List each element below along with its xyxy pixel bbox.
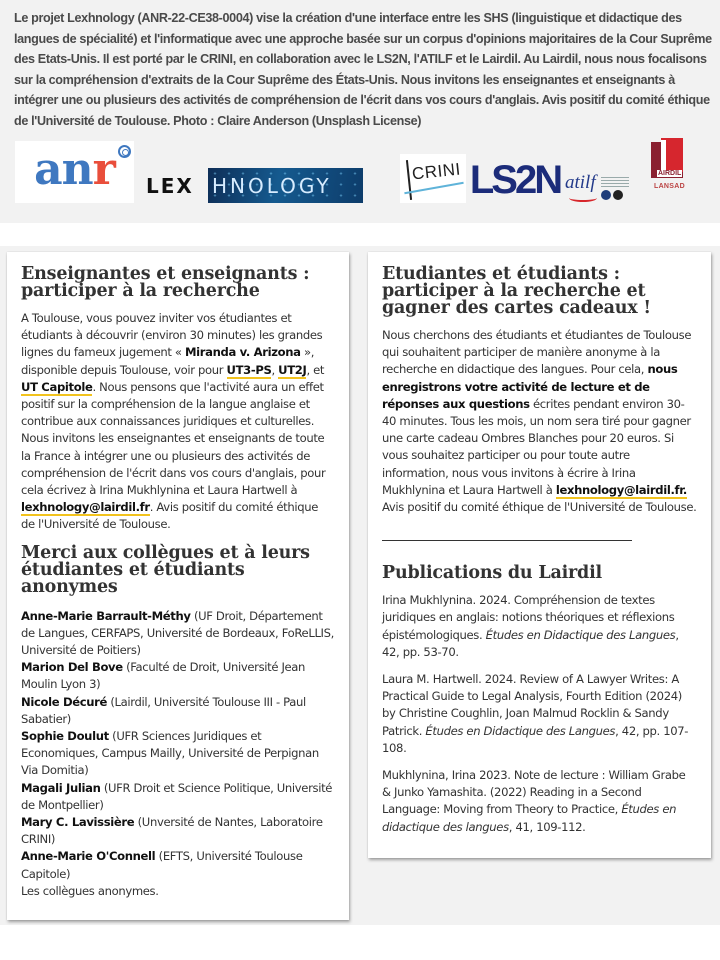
cnrs-badge-icon [601,190,611,200]
teachers-heading: Enseignantes et enseignants : participer à la recherche [21,264,310,301]
recording-notice: nous enregistrons votre activité de lecture et de réponses aux questions [382,362,678,411]
email-link-teachers[interactable]: lexhnology@lairdil.fr [21,500,150,515]
teachers-card [7,252,349,920]
lexhnology-logo-right: HNOLOGY [208,168,363,203]
ls2n-logo[interactable] [469,156,561,204]
email-link-students[interactable]: lexhnology@lairdil.fr. [555,482,687,497]
intro-section [0,0,720,223]
colleague-item: Nicole Décuré (Lairdil, Université Toulouse III - Paul Sabatier) [21,694,306,726]
colleague-item: Mary C. Lavissière (Unversité de Nantes, Laboratoire CRINI) [21,815,323,847]
anr-target-icon [118,145,131,158]
students-heading: Etudiantes et étudiants : participer à la recherche et gagner des cartes cadeaux ! [382,264,651,318]
crini-logo[interactable] [400,154,466,203]
universite-lorraine-badge-icon [613,190,623,200]
publication-item: Mukhlynina, Irina 2023. Note de lecture : William Grabe & Junko Yamashita. (2022) Reading in a Second Language: Moving from Theory to Practice, Études en didactique des langues, 41, 109-112. [382,768,686,834]
lexhnology-logo[interactable] [146,168,363,203]
publications-heading: Publications du Lairdil [382,563,602,584]
atilf-logo-text: atilf [565,172,596,193]
intro-text: Le projet Lexhnology (ANR-22-CE38-0004) vise la création d'une interface entre les SHS (linguistique et didactique des langues de spécialité) et l'informatique avec une approche basée sur un corpus d'opinions majoritaires de la Cour Suprême des Etats-Unis. Il est porté par le CRINI, en collaboration avec le LS2N, l'ATILF et le Lairdil. Au Lairdil, nous nous focalisons sur la compréhension d'extraits de la Cour Suprême des États-Unis. Nous invitons les enseignantes et enseignants à intégrer une ou plusieurs des activités de compréhension de l'écrit dans vos cours d'anglais. Avis positif du comité éthique de l'Université de Toulouse. Photo : Claire Anderson (Unsplash License) [14,11,712,128]
teachers-paragraph: A Toulouse, vous pouvez inviter vos étudiantes et étudiants à découvrir (environ 30 minutes) les grandes lignes du fameux jugement « Miranda v. Arizona », disponible depuis Toulouse, voir pour UT3-PS, UT2J, et UT Capitole. Nous pensons que l'activité aura un effet positif sur la compréhension de la langue anglaise et contribue aux connaissances juridiques et culturelles. Nous invitons les enseignantes et enseignants de toute la France à intégrer une ou plusieurs des activités de compréhension de l'écrit dans vos cours d'anglais, pour cela écrivez à Irina Mukhlynina et Laura Hartwell à lexhnology@lairdil.fr. Avis positif du comité éthique de l'Université de Toulouse. [21,311,326,532]
colleagues-list [21,608,335,900]
crini-logo-text: CRINI [411,159,462,184]
anonymous-colleagues: Les collègues anonymes. [21,883,159,898]
publication-item: Irina Mukhlynina. 2024. Compréhension de textes juridiques en anglais: notions théoriques et réflexions épistémologiques. Études en Didactique des Langues, 42, pp. 53-70. [382,593,679,659]
colleague-item: Anne-Marie Barrault-Méthy (UF Droit, Département de Langues, CERFAPS, Université de Bordeaux, FoReLLIS, Université de Poitiers) [21,608,334,658]
lairdil-logo[interactable] [648,138,686,196]
atilf-logo[interactable] [563,168,631,204]
lairdil-logo-text: AIRDIL [658,170,682,177]
separator-line [382,540,632,541]
link-ut-capitole[interactable]: UT Capitole [21,379,93,394]
anr-logo[interactable] [15,141,134,203]
colleague-item: Sophie Doulut (UFR Sciences Juridiques et Economiques, Campus Mailly, Université de Perpignan Via Domitia) [21,729,319,778]
colleague-item: Marion Del Bove (Faculté de Droit, Université Jean Moulin Lyon 3) [21,660,306,692]
students-paragraph: Nous cherchons des étudiants et étudiantes de Toulouse qui souhaitent participer de manière anonyme à la recherche en didactique des langues. Pour cela, nous enregistrons votre activité de lecture et de réponses aux questions écrites pendant environ 30-40 minutes. Tous les mois, un nom sera tiré pour gagner une carte cadeau Ombres Blanches pour 20 euros. Si vous souhaitez participer ou pour toute autre information, nous vous invitons à écrire à Irina Mukhlynina et Laura Hartwell à lexhnology@lairdil.fr. Avis positif du comité éthique de l'Université de Toulouse. [382,328,697,515]
link-ut3-ps[interactable]: UT3-PS [226,362,272,377]
lansad-logo-text: LANSAD [654,183,685,190]
colleague-item: Magali Julian (UFR Droit et Science Politique, Université de Montpellier) [21,780,333,812]
lexhnology-logo-left: LEX [146,173,194,198]
colleague-item: Anne-Marie O'Connell (EFTS, Université Toulouse Capitole) [21,849,303,881]
partner-logos [0,130,720,220]
ls2n-logo-text: LS2N [469,157,561,202]
thanks-heading: Merci aux collègues et à leurs étudiantes et étudiants anonymes [21,542,310,597]
case-name: Miranda v. Arizona [184,345,301,360]
students-card [368,252,711,858]
publication-item: Laura M. Hartwell. 2024. Review of A Lawyer Writes: A Practical Guide to Legal Analysis, Fourth Edition (2024) by Christine Coughlin, Joan Malmud Rocklin & Sandy Patrick. Études en Didactique des Langues, 42, pp. 107-108. [382,672,689,755]
link-ut2j[interactable]: UT2J [278,362,307,377]
anr-logo-text: anr [34,144,115,195]
